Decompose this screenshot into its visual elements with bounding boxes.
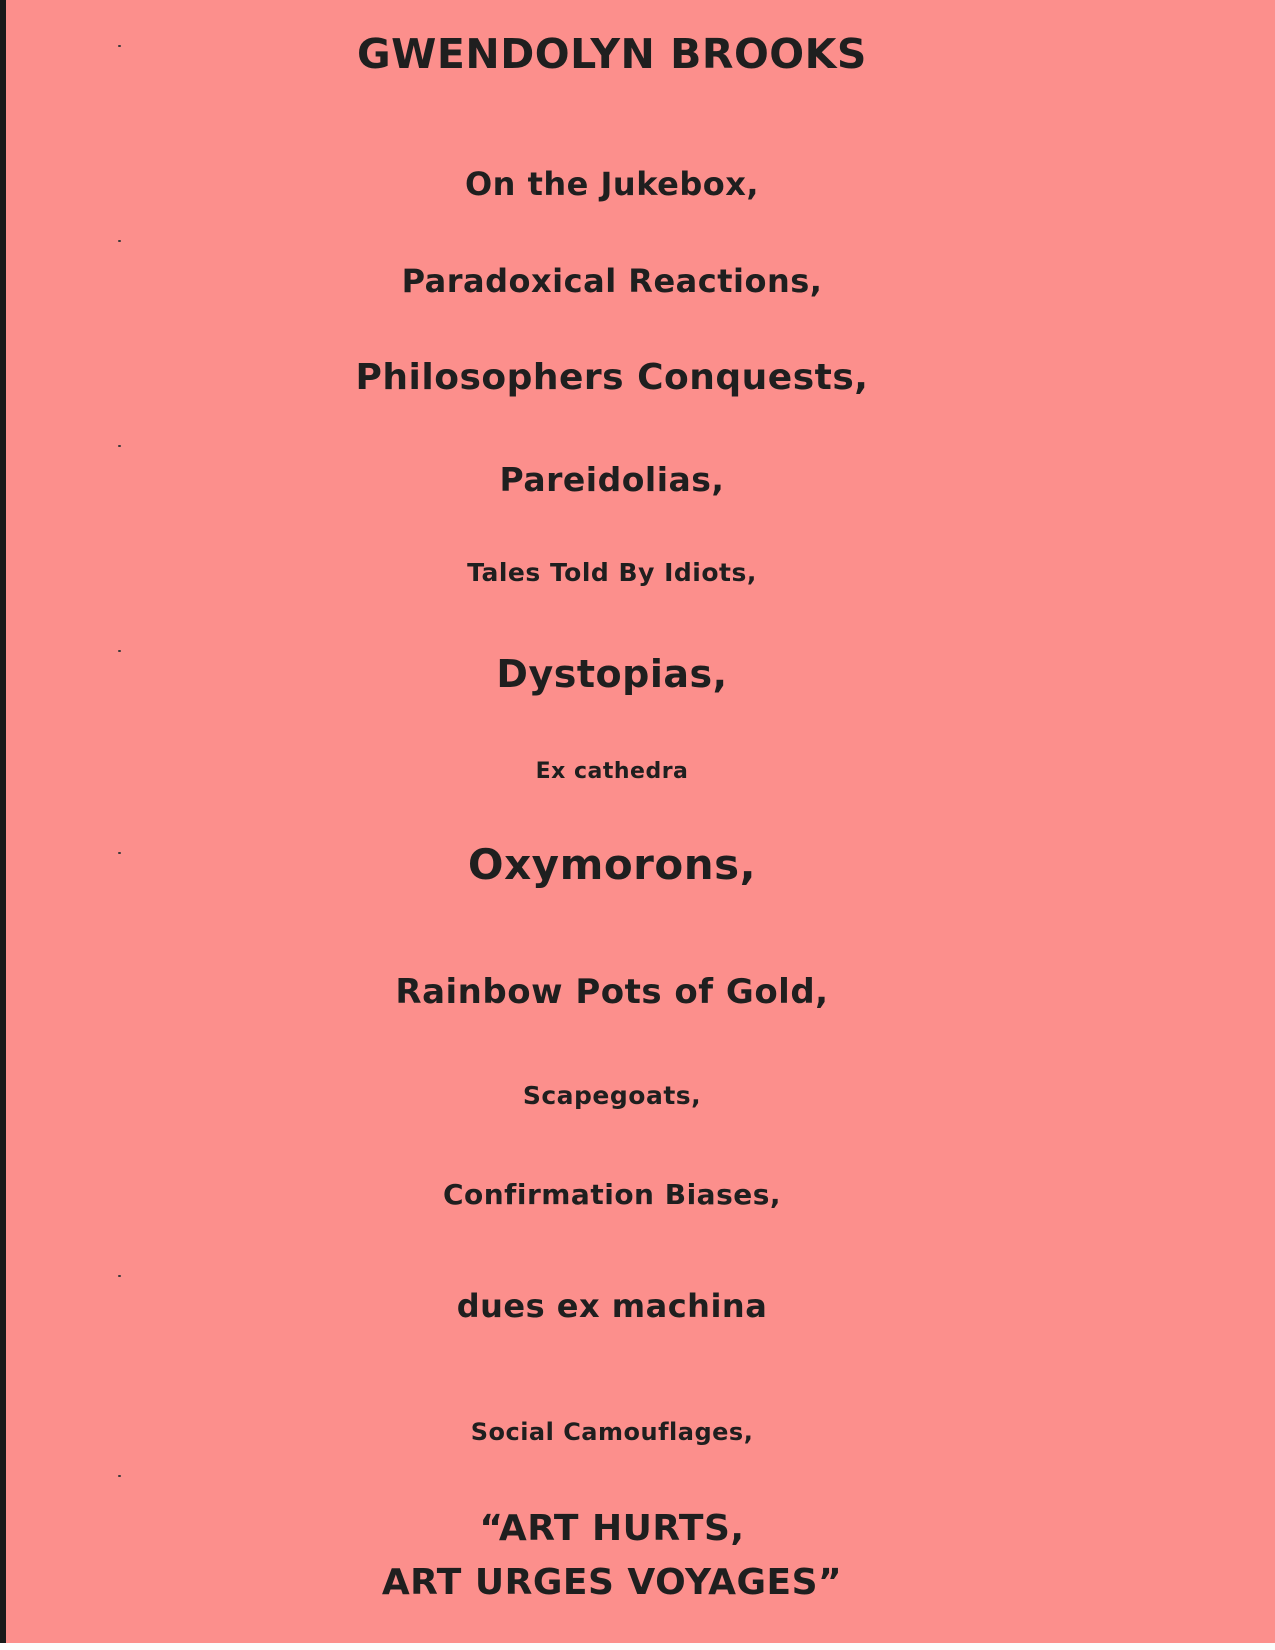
pink-paper-page xyxy=(6,0,1275,1643)
poem-line: dues ex machina xyxy=(456,1287,768,1325)
poem-line: Ex cathedra xyxy=(535,759,689,784)
poem-line: Rainbow Pots of Gold, xyxy=(395,972,829,1012)
poem-line: Tales Told By Idiots, xyxy=(467,558,757,587)
scan-speck xyxy=(118,1475,121,1477)
scan-bottom-edge xyxy=(0,1643,1275,1650)
poem-line: Pareidolias, xyxy=(499,460,725,499)
poem-line: Oxymorons, xyxy=(467,840,757,889)
closing-quote-line-2: ART URGES VOYAGES” xyxy=(381,1562,843,1603)
poem-line: Philosophers Conquests, xyxy=(355,357,869,398)
poem-line: Paradoxical Reactions, xyxy=(401,262,823,300)
scan-speck xyxy=(118,445,121,447)
scan-speck xyxy=(118,240,121,242)
page-title: GWENDOLYN BROOKS xyxy=(357,30,867,78)
poem-line: Scapegoats, xyxy=(522,1081,702,1110)
poem-line: On the Jukebox, xyxy=(464,165,760,203)
poem-line: Dystopias, xyxy=(496,652,728,696)
poem-line: Confirmation Biases, xyxy=(442,1178,782,1211)
poem-line: Social Camouflages, xyxy=(470,1418,754,1446)
closing-quote-line-1: “ART HURTS, xyxy=(479,1508,745,1549)
scan-speck xyxy=(118,1275,121,1277)
